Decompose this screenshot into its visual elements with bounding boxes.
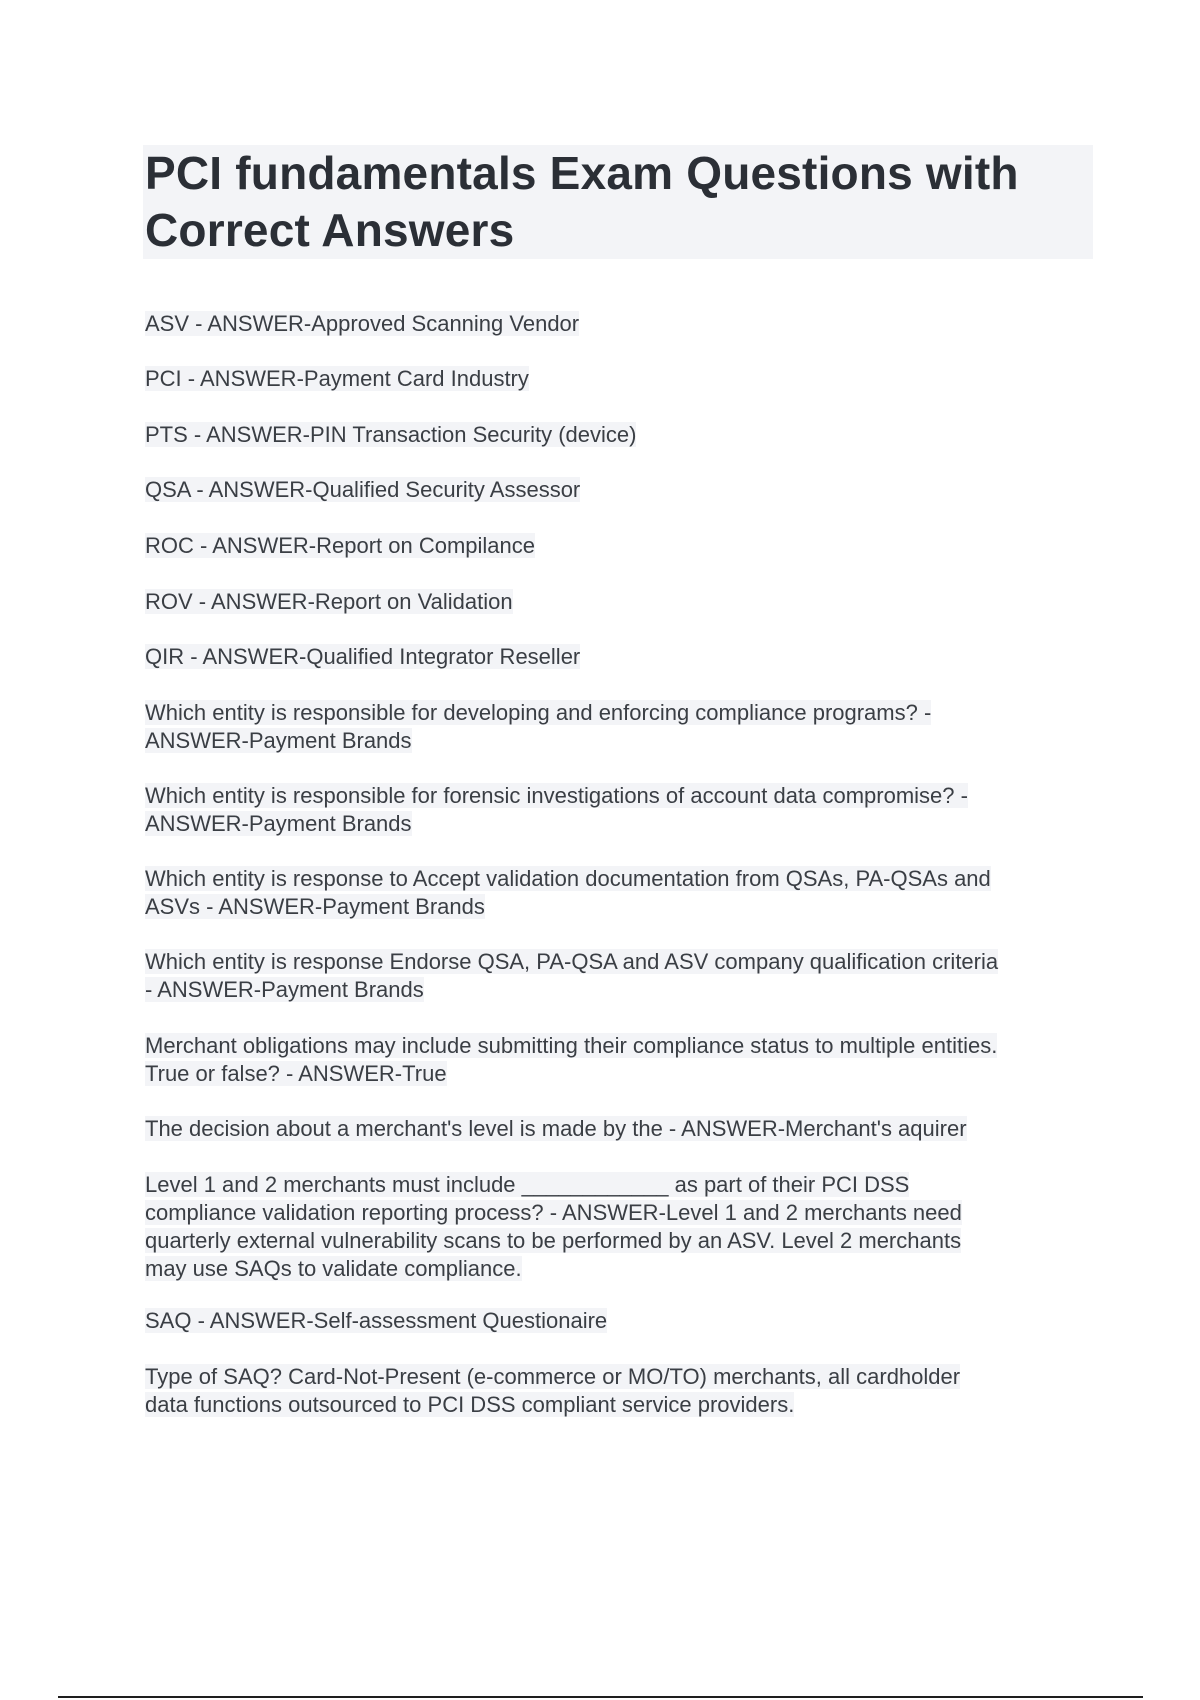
qa-line: compliance validation reporting process? - ANSWER-Level 1 and 2 merchants need [145,1200,962,1225]
qa-line: ANSWER-Payment Brands [145,811,412,836]
qa-line: True or false? - ANSWER-True [145,1061,447,1086]
qa-line: ROV - ANSWER-Report on Validation [145,589,513,614]
qa-entry [145,948,998,1004]
qa-entry [145,1363,960,1419]
qa-line: Type of SAQ? Card-Not-Present (e-commerce or MO/TO) merchants, all cardholder [145,1364,961,1389]
qa-entry [145,310,579,338]
qa-entry [145,782,968,838]
qa-line: ASVs - ANSWER-Payment Brands [145,894,485,919]
qa-line: QIR - ANSWER-Qualified Integrator Reseller [145,644,581,669]
qa-line: SAQ - ANSWER-Self-assessment Questionaire [145,1308,608,1333]
qa-entry [145,1115,967,1143]
qa-line: Which entity is responsible for forensic investigations of account data compromise? - [145,783,968,808]
qa-line: Which entity is responsible for developing and enforcing compliance programs? - [145,700,932,725]
qa-line: Level 1 and 2 merchants must include ____________ as part of their PCI DSS [145,1172,910,1197]
qa-line: ROC - ANSWER-Report on Compilance [145,533,536,558]
qa-entry [145,365,529,393]
document-title [143,145,1093,259]
qa-line: may use SAQs to validate compliance. [145,1256,522,1281]
document-title-line: PCI fundamentals Exam Questions with [145,147,1019,199]
qa-line: QSA - ANSWER-Qualified Security Assessor [145,477,581,502]
document-title-line: Correct Answers [145,204,515,256]
qa-line: - ANSWER-Payment Brands [145,977,424,1002]
qa-entry [145,1032,997,1088]
footer-divider [58,1696,1143,1698]
qa-entry [145,421,636,449]
qa-line: data functions outsourced to PCI DSS compliant service providers. [145,1392,795,1417]
qa-entry [145,476,580,504]
qa-line: Which entity is response Endorse QSA, PA-QSA and ASV company qualification criteria [145,949,999,974]
qa-line: Which entity is response to Accept validation documentation from QSAs, PA-QSAs and [145,866,991,891]
qa-entry [145,532,535,560]
qa-line: quarterly external vulnerability scans to be performed by an ASV. Level 2 merchants [145,1228,962,1253]
qa-line: The decision about a merchant's level is made by the - ANSWER-Merchant's aquirer [145,1116,967,1141]
qa-entry [145,643,580,671]
qa-line: PTS - ANSWER-PIN Transaction Security (device) [145,422,637,447]
qa-entry [145,865,991,921]
qa-line: ASV - ANSWER-Approved Scanning Vendor [145,311,580,336]
qa-entry [145,699,931,755]
qa-entry [145,1307,607,1335]
qa-line: PCI - ANSWER-Payment Card Industry [145,366,529,391]
qa-entry [145,588,513,616]
qa-entry [145,1171,962,1283]
qa-line: Merchant obligations may include submitting their compliance status to multiple entities. [145,1033,998,1058]
qa-line: ANSWER-Payment Brands [145,728,412,753]
